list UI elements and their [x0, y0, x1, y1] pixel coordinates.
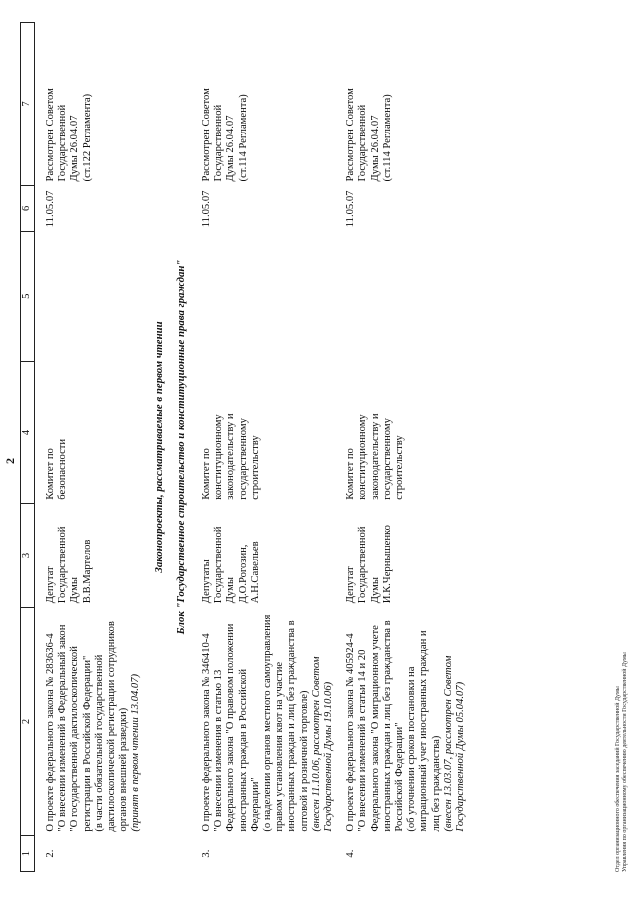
- committee-line: безопасности: [57, 438, 69, 500]
- agenda-table: [20, 22, 467, 872]
- committee-line: государственному: [237, 418, 249, 500]
- decision-line: Рассмотрен Советом: [345, 88, 357, 182]
- committee-line: строительству: [249, 435, 261, 500]
- decision-line: (ст.114 Регламента): [381, 94, 393, 182]
- bill-text-line: правом установления квот на участие: [274, 661, 286, 832]
- table-row: [345, 23, 467, 872]
- committee-line: государственному: [381, 418, 393, 500]
- decision-line: (ст.114 Регламента): [237, 94, 249, 182]
- committee-line: Комитет по: [45, 448, 56, 500]
- column-number: 3: [21, 504, 35, 607]
- bill-description: [345, 607, 467, 835]
- date-cell: 11.05.07: [45, 190, 56, 228]
- decision-line: Государственной: [213, 104, 225, 182]
- bill-text-line: Федерального закона "О миграционном учете: [369, 625, 381, 832]
- bill-author: [201, 504, 335, 607]
- decision-cell: [45, 23, 143, 186]
- bill-text-line: Федерации": [249, 777, 261, 832]
- bill-description: [201, 607, 335, 835]
- decision-line: Государственной: [357, 104, 369, 182]
- bill-text-line: иностранных граждан в Российской: [237, 668, 249, 832]
- decision-cell: [201, 23, 335, 186]
- bill-text-line: (об уточнении сроков постановки на: [406, 666, 418, 832]
- footer-line: Отдел организационного обеспечения заседаний Государственной Думы: [615, 686, 621, 872]
- bill-text-line: Российской Федерации": [394, 722, 406, 832]
- responsible-committee: [45, 361, 143, 503]
- bill-text-line: органов внешней разведки): [118, 707, 130, 832]
- bill-text-line: оптовой и розничной торговле): [298, 690, 310, 832]
- decision-line: (ст.122 Регламента): [81, 93, 93, 182]
- committee-line: Комитет по: [201, 448, 213, 500]
- responsible-committee: [345, 361, 467, 503]
- bill-text-line: "О внесении изменений в Федеральный закон: [57, 624, 69, 832]
- decision-line: Думы 26.04.07: [225, 115, 237, 182]
- column-number: 2: [21, 607, 35, 835]
- column-5-cell: [201, 231, 335, 361]
- table-row: [201, 23, 335, 872]
- committee-line: строительству: [394, 435, 406, 500]
- author-line: Думы: [369, 576, 381, 604]
- committee-line: законодательству и: [225, 413, 237, 500]
- row-number: 2.: [45, 849, 56, 858]
- bill-text-line: дактилоскопической регистрации сотрудников: [106, 621, 118, 832]
- section-heading-row: [143, 23, 175, 872]
- bill-text-line: "О внесении изменений в статьи 14 и 20: [357, 649, 369, 832]
- author-line: А.Н.Савельев: [249, 541, 261, 604]
- author-line: Депутат: [45, 566, 56, 604]
- author-line: Государственной: [57, 526, 69, 604]
- bill-title: О проекте федерального закона № 283636-4: [45, 633, 56, 832]
- row-number: 3.: [201, 849, 213, 858]
- column-number: 6: [21, 185, 35, 231]
- author-line: Думы: [69, 576, 81, 604]
- author-line: Депутаты: [201, 559, 213, 604]
- bill-text-line: (о наделении органов местного самоуправления: [262, 614, 274, 832]
- author-line: Государственной: [213, 526, 225, 604]
- responsible-committee: [201, 361, 335, 503]
- bill-status-note: (внесен 11.10.06, рассмотрен Советом Государственной Думы 19.10.06): [310, 656, 335, 832]
- decision-line: Думы 26.04.07: [369, 115, 381, 182]
- table-row: [45, 23, 143, 872]
- committee-line: конституционному: [357, 414, 369, 500]
- author-line: Думы: [225, 576, 237, 604]
- block-heading-row: [175, 23, 201, 872]
- column-number: 1: [21, 836, 35, 872]
- bill-text-line: регистрации в Российской Федерации": [81, 655, 93, 832]
- author-line: Д.О.Рогозин,: [237, 544, 249, 604]
- bill-author: [345, 504, 467, 607]
- decision-line: Государственной: [57, 104, 69, 182]
- bill-text-line: миграционный учет иностранных граждан и: [418, 630, 430, 832]
- decision-line: Думы 26.04.07: [69, 115, 81, 182]
- section-heading: Законопроекты, рассматриваемые в первом чтении: [152, 321, 165, 573]
- column-number-row: [21, 23, 35, 872]
- bill-text-line: иностранных граждан и лиц без гражданства в: [381, 620, 393, 832]
- column-number: 5: [21, 231, 35, 361]
- column-number: 4: [21, 361, 35, 503]
- author-line: Депутат: [345, 566, 357, 604]
- bill-text-line: (в части обязательной государственной: [93, 654, 105, 832]
- column-5-cell: [45, 231, 143, 361]
- row-number: 4.: [345, 849, 357, 858]
- bill-title: О проекте федерального закона № 405924-4: [345, 633, 357, 832]
- footer-line: Управления по организационному обеспечению деятельности Государственной Думы: [622, 652, 628, 872]
- author-line: В.В.Мартелов: [81, 539, 93, 604]
- block-heading: Блок "Государственное строительство и конституционные права граждан": [174, 259, 187, 635]
- committee-line: законодательству и: [369, 413, 381, 500]
- decision-line: Рассмотрен Советом: [201, 88, 213, 182]
- decision-line: Рассмотрен Советом: [45, 88, 56, 182]
- author-line: И.К.Чернышенко: [381, 525, 393, 604]
- committee-line: Комитет по: [345, 448, 357, 500]
- bill-status-note: (принят в первом чтении 13.04.07): [130, 673, 142, 832]
- column-number: 7: [21, 23, 35, 186]
- date-cell: 11.05.07: [345, 190, 357, 228]
- bill-status-note: (внесен 13.03.07, рассмотрен Советом Государственной Думы 05.04.07): [442, 655, 467, 832]
- bill-text-line: "О государственной дактилоскопической: [69, 646, 81, 832]
- date-cell: 11.05.07: [201, 190, 213, 228]
- page-footer: [615, 652, 629, 872]
- bill-text-line: "О внесении изменения в статью 13: [213, 669, 225, 832]
- page-number: 2: [3, 458, 17, 464]
- author-line: Государственной: [357, 526, 369, 604]
- bill-author: [45, 504, 143, 607]
- bill-title: О проекте федерального закона № 346410-4: [201, 633, 213, 832]
- column-5-cell: [345, 231, 467, 361]
- decision-cell: [345, 23, 467, 186]
- bill-text-line: иностранных граждан и лиц без гражданства в: [286, 620, 298, 832]
- bill-text-line: лиц без гражданства): [430, 735, 442, 832]
- committee-line: конституционному: [213, 414, 225, 500]
- bill-text-line: Федерального закона "О правовом положении: [225, 623, 237, 832]
- bill-description: [45, 607, 143, 835]
